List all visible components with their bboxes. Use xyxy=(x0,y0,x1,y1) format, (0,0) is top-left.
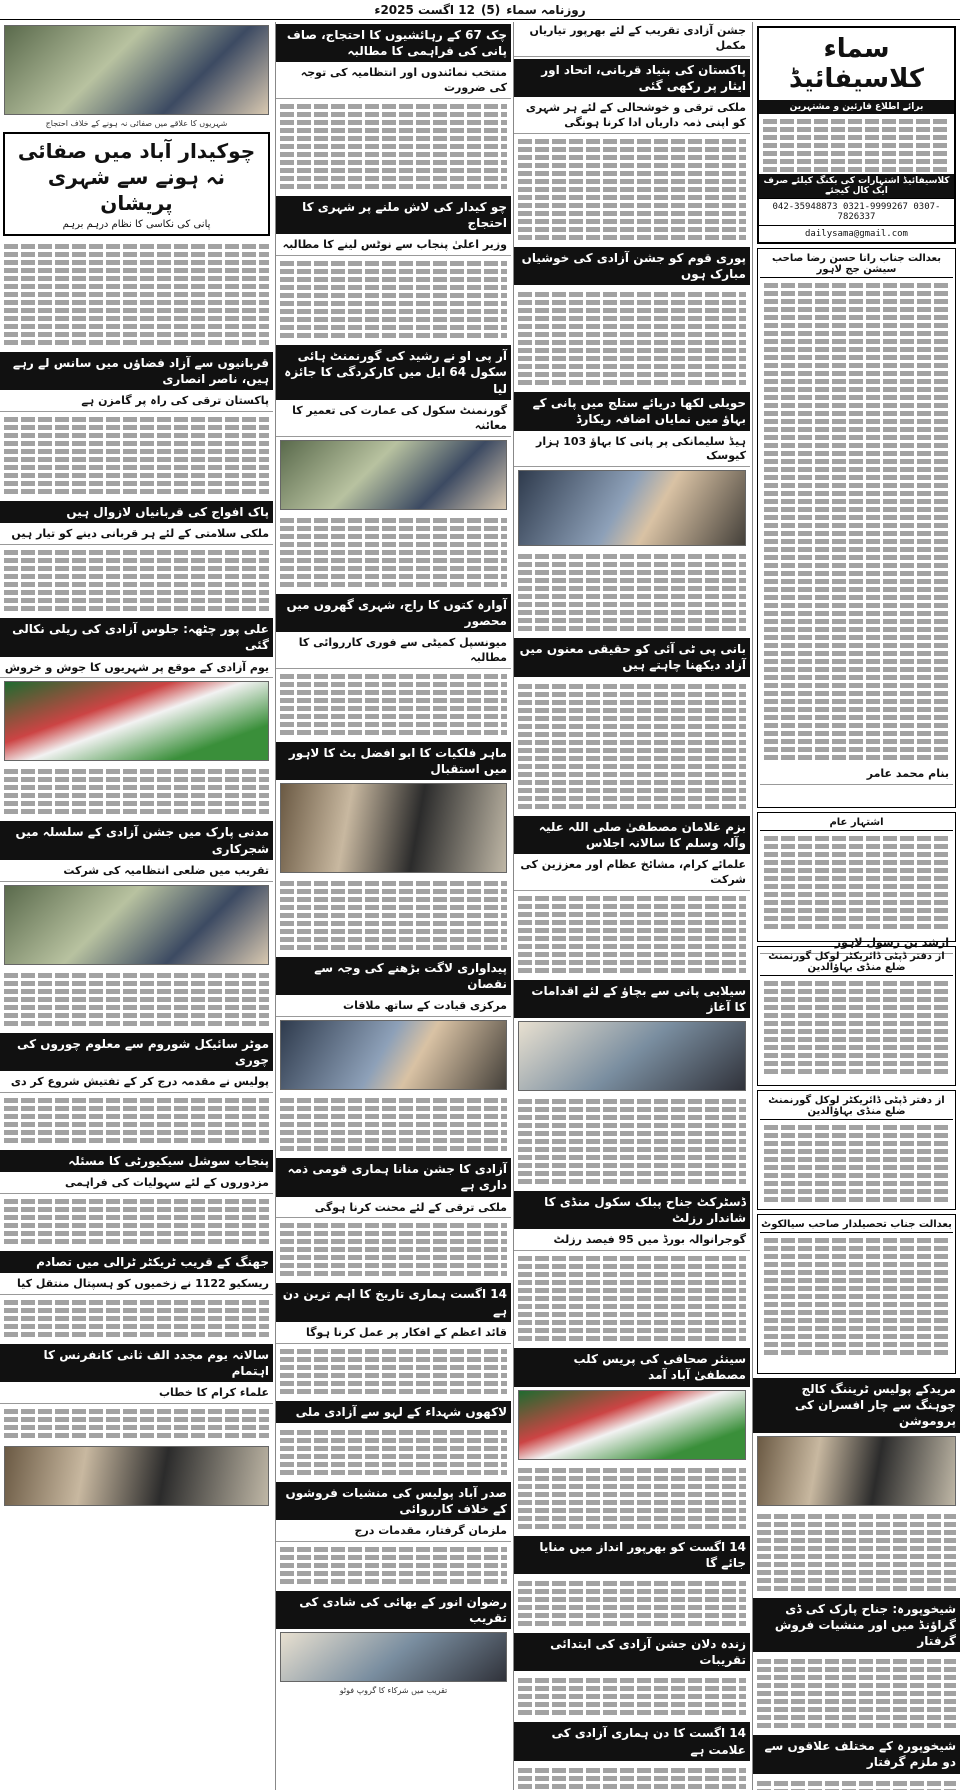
school-visit-photo xyxy=(280,440,507,510)
food-text xyxy=(276,1093,511,1156)
col3-top-headline: چک 67 کے رہائشیوں کا احتجاج، صاف پانی کی فراہمی کا مطالبہ xyxy=(276,24,511,62)
school-visit-subhead: گورنمنٹ سکول کی عمارت کی تعمیر کا معائنہ xyxy=(276,402,511,437)
lead-story-text xyxy=(0,239,273,350)
rally-caption: تقریب میں شرکاء کا گروپ فوٹو xyxy=(339,1686,448,1696)
police-photo xyxy=(757,1436,956,1506)
accident-subhead: پولیس نے مقدمہ درج کر کے تفتیش شروع کر دی xyxy=(0,1073,273,1093)
masthead-page: (5) xyxy=(480,2,501,17)
food-photo xyxy=(280,1020,507,1090)
army-subhead: ملکی سلامتی کے لئے ہر قربانی دینے کو تیار ہیں xyxy=(0,525,273,545)
masthead-date: 12 اگست 2025ء xyxy=(374,2,475,17)
school-result-subhead: گوجرانوالہ بورڈ میں 95 فیصد رزلٹ xyxy=(514,1231,750,1251)
flood-text xyxy=(514,1094,750,1189)
dogs-text xyxy=(276,669,511,740)
court-notice-title: بعدالت جناب رانا حسن رضا صاحب سیشن جج لاہور xyxy=(760,251,953,278)
kashmir-subhead: یوم آزادی کے موقع پر شہریوں کا جوش و خروش xyxy=(0,659,273,679)
classified-text xyxy=(759,114,954,174)
pti-headline: بانی پی ٹی آئی کو حقیقی معنوں میں آزاد دیکھنا چاہتے ہیں xyxy=(514,638,750,676)
court-notice-2 xyxy=(757,1214,956,1374)
col3-azadi-subhead: ملکی ترقی کے لئے محنت کرنا ہوگی xyxy=(276,1199,511,1219)
public-ad xyxy=(757,812,956,949)
accident-text xyxy=(0,1093,273,1148)
aug-text xyxy=(276,1344,511,1399)
bottom-text xyxy=(753,1776,960,1791)
column-4 xyxy=(0,22,273,1790)
azadi-text-2 xyxy=(514,1673,750,1720)
tree-text xyxy=(0,968,273,1031)
top-headline: جشن آزادی تقریب کے لئے بھرپور تیاریاں مکمل xyxy=(514,22,750,57)
classified-instruction: کلاسیفائیڈ اشتہارات کی بکنگ کیلئے صرف ایک کال کیجئے xyxy=(759,174,954,198)
dogs-subhead: میونسپل کمیٹی سے فوری کارروائی کا مطالبہ xyxy=(276,634,511,669)
police-text xyxy=(753,1509,960,1596)
portrait-photo xyxy=(280,783,507,873)
milad-text xyxy=(514,891,750,978)
govt-notice-title-2: از دفتر ڈپٹی ڈائریکٹر لوکل گورنمنٹ ضلع منڈی بہاؤالدین xyxy=(760,1093,953,1120)
col3-top-text xyxy=(276,99,511,194)
hospital-subhead: پاکستان ترقی کی راہ پر گامزن ہے xyxy=(0,392,273,412)
training-subhead: مزدوروں کے لئے سہولیات کی فراہمی xyxy=(0,1174,273,1194)
azadi-headline-2: زندہ دلان جشن آزادی کی ابتدائی تقریبات xyxy=(514,1633,750,1671)
conference-text xyxy=(0,1404,273,1443)
water-text xyxy=(514,549,750,636)
school-visit-headline: آر پی او نے رشید کی گورنمنٹ ہائی سکول 64 ایل میں کارکردگی کا جائزہ لیا xyxy=(276,345,511,400)
azadi-text xyxy=(514,1576,750,1631)
col3-lead-text xyxy=(276,256,511,343)
court-notice-title-2: بعدالت جناب تحصیلدار صاحب سیالکوٹ xyxy=(760,1217,953,1233)
public-ad-title: اشتہار عام xyxy=(760,815,953,831)
top-text xyxy=(514,134,750,245)
food-headline: پیداواری لاگت بڑھنے کی وجہ سے نقصان xyxy=(276,957,511,995)
tree-subhead: تقریب میں ضلعی انتظامیہ کی شرکت xyxy=(0,862,273,882)
lead-story-subhead: پانی کی نکاسی کا نظام درہم برہم xyxy=(62,219,211,230)
clash-headline: جھنگ کے قریب ٹریکٹر ٹرالی میں تصادم xyxy=(0,1251,273,1273)
col3-police-text xyxy=(276,1542,511,1589)
water-headline: حویلی لکھا دریائے ستلج میں پانی کے بہاؤ میں نمایاں اضافہ ریکارڈ xyxy=(514,392,750,430)
water-photo xyxy=(518,470,746,546)
conference-subhead: علماء کرام کا خطاب xyxy=(0,1384,273,1404)
milad-headline: بزم غلامان مصطفیٰ صلی اللہ علیہ وآلہ وسلم کا سالانہ اجلاس xyxy=(514,816,750,854)
food-subhead: مرکزی قیادت کے ساتھ ملاقات xyxy=(276,997,511,1017)
tree-photo xyxy=(4,885,269,965)
col2-bottom-text xyxy=(514,1763,750,1790)
col2-bottom-headline: 14 اگست کا دن ہماری آزادی کی علامت ہے xyxy=(514,1722,750,1760)
training-text xyxy=(0,1194,273,1249)
school-headline: شیخوپورہ: جناح پارک کی ڈی گراؤنڈ میں اور منشیات فروش گرفتار xyxy=(753,1598,960,1653)
lead-headline: پوری قوم کو جشن آزادی کی خوشیاں مبارک ہوں xyxy=(514,247,750,285)
court-notice-1 xyxy=(757,248,956,808)
col3-top-subhead: منتخب نمائندوں اور انتظامیہ کی توجہ کی ضرورت xyxy=(276,64,511,99)
classified-phones: 042-35948873 0321-9999267 0307-7826337 xyxy=(759,198,954,225)
classified-brand: سماء کلاسیفائیڈ xyxy=(789,34,924,94)
school-result-text xyxy=(514,1251,750,1346)
hospital-headline: قربانیوں سے آزاد فضاؤں میں سانس لے رہے ہیں، ناصر انصاری xyxy=(0,352,273,390)
govt-notice-1 xyxy=(757,946,956,1086)
court-notice-sub: بنام محمد عامر xyxy=(760,765,953,785)
col3-azadi-text xyxy=(276,1218,511,1281)
rally-headline: رضوان انور کے بھائی کی شادی کی تقریب xyxy=(276,1591,511,1629)
govt-notice-2 xyxy=(757,1090,956,1210)
classified-note: برائے اطلاع قارئین و مشتہرین xyxy=(759,100,954,114)
kashmir-text xyxy=(0,764,273,819)
conference-photo xyxy=(4,1446,269,1506)
lead-photo-caption: شہریوں کا علاقے میں صفائی نہ ہونے کے خلاف احتجاج xyxy=(45,119,228,128)
milad-subhead: علمائے کرام، مشائخ عظام اور معززین کی شرکت xyxy=(514,856,750,891)
police-headline: مریدکے پولیس ٹریننگ کالج چوہنگ سے چار افسران کی پروموشن xyxy=(753,1378,960,1433)
lead-story-headline: چوکیدار آباد میں صفائی نہ ہونے سے شہری پریشان xyxy=(17,139,256,215)
kashmir-photo xyxy=(4,681,269,761)
kashmir-headline: علی پور چٹھہ: جلوس آزادی کی ریلی نکالی گئی xyxy=(0,618,273,656)
col3-azadi-headline: آزادی کا جشن منانا ہماری قومی ذمہ داری ہے xyxy=(276,1158,511,1196)
top-subhead: ملکی ترقی و خوشحالی کے لئے ہر شہری کو اپنی ذمہ داریاں ادا کرنا ہونگی xyxy=(514,99,750,134)
water-subhead: ہیڈ سلیمانکی پر پانی کا بہاؤ 103 ہزار کیوسک xyxy=(514,433,750,468)
army-headline: پاک افواج کی قربانیاں لازوال ہیں xyxy=(0,501,273,523)
classified-email: dailysama@gmail.com xyxy=(759,225,954,242)
public-ad-sub: ارشد بن رسول لاہور xyxy=(760,934,953,954)
masthead xyxy=(0,0,960,20)
lead-story-box xyxy=(3,132,270,236)
col3-lead-headline: چو کیدار کی لاش ملنے پر شہری کا احتجاج xyxy=(276,196,511,234)
col3-lead-subhead: وزیر اعلیٰ پنجاب سے نوٹس لینے کا مطالبہ xyxy=(276,236,511,256)
aug-headline: 14 اگست ہماری تاریخ کا اہم ترین دن ہے xyxy=(276,1283,511,1321)
masthead-paper: روزنامہ سماء xyxy=(506,2,586,17)
top-headline-2: پاکستان کی بنیاد قربانی، اتحاد اور ایثار پر رکھی گئی xyxy=(514,59,750,97)
school-text xyxy=(753,1654,960,1733)
column-2 xyxy=(513,22,750,1790)
azadi-headline: 14 اگست کو بھرپور انداز میں منایا جائے گا xyxy=(514,1536,750,1574)
pti-text xyxy=(514,679,750,814)
conference-headline: سالانہ یوم مجدد الف ثانی کانفرنس کا اہتمام xyxy=(0,1344,273,1382)
lead-text xyxy=(514,287,750,390)
press-headline: سینئر صحافی کی پریس کلب مصطفیٰ آباد آمد xyxy=(514,1348,750,1386)
training-headline: پنجاب سوشل سیکیورٹی کا مسئلہ xyxy=(0,1150,273,1172)
army-text xyxy=(0,545,273,616)
school-visit-text xyxy=(276,513,511,592)
clash-text xyxy=(0,1295,273,1342)
flood-photo xyxy=(518,1021,746,1091)
clash-subhead: ریسکیو 1122 نے زخمیوں کو ہسپتال منتقل کیا xyxy=(0,1275,273,1295)
bottom-headline: شیخوپورہ کے مختلف علاقوں سے دو ملزم گرفتار xyxy=(753,1735,960,1773)
press-text xyxy=(514,1463,750,1534)
public-ad-text xyxy=(760,831,953,934)
aug-subhead: قائد اعظم کے افکار پر عمل کرنا ہوگا xyxy=(276,1324,511,1344)
accident-headline: موٹر سائیکل شوروم سے معلوم چوروں کی چوری xyxy=(0,1033,273,1071)
column-3 xyxy=(275,22,511,1790)
column-classifieds xyxy=(752,22,960,1790)
press-photo xyxy=(518,1390,746,1460)
tree-headline: مدنی پارک میں جشن آزادی کے سلسلہ میں شجرکاری xyxy=(0,821,273,859)
court-notice-text xyxy=(760,278,953,765)
portrait-text xyxy=(276,876,511,955)
hospital-text xyxy=(0,412,273,499)
flood-headline: سیلابی پانی سے بچاؤ کے لئے اقدامات کا آغاز xyxy=(514,980,750,1018)
govt-notice-text xyxy=(760,976,953,1079)
classified-box xyxy=(757,26,956,244)
col3-police-headline: صدر آباد پولیس کی منشیات فروشوں کے خلاف کارروائی xyxy=(276,1482,511,1520)
martyr-text xyxy=(276,1425,511,1480)
govt-notice-text-2 xyxy=(760,1120,953,1207)
court-notice-text-2 xyxy=(760,1233,953,1360)
portrait-headline: ماہر فلکیات کا ابو افضل بٹ کا لاہور میں استقبال xyxy=(276,742,511,780)
rally-photo xyxy=(280,1632,507,1682)
dogs-headline: آوارہ کتوں کا راج، شہری گھروں میں محصور xyxy=(276,594,511,632)
col3-police-subhead: ملزمان گرفتار، مقدمات درج xyxy=(276,1522,511,1542)
school-result-headline: ڈسٹرکٹ جناح پبلک سکول منڈی کا شاندار رزلٹ xyxy=(514,1191,750,1229)
martyr-headline: لاکھوں شہداء کے لہو سے آزادی ملی xyxy=(276,1401,511,1423)
govt-notice-title: از دفتر ڈپٹی ڈائریکٹر لوکل گورنمنٹ ضلع منڈی بہاؤالدین xyxy=(760,949,953,976)
lead-photo xyxy=(4,25,269,115)
